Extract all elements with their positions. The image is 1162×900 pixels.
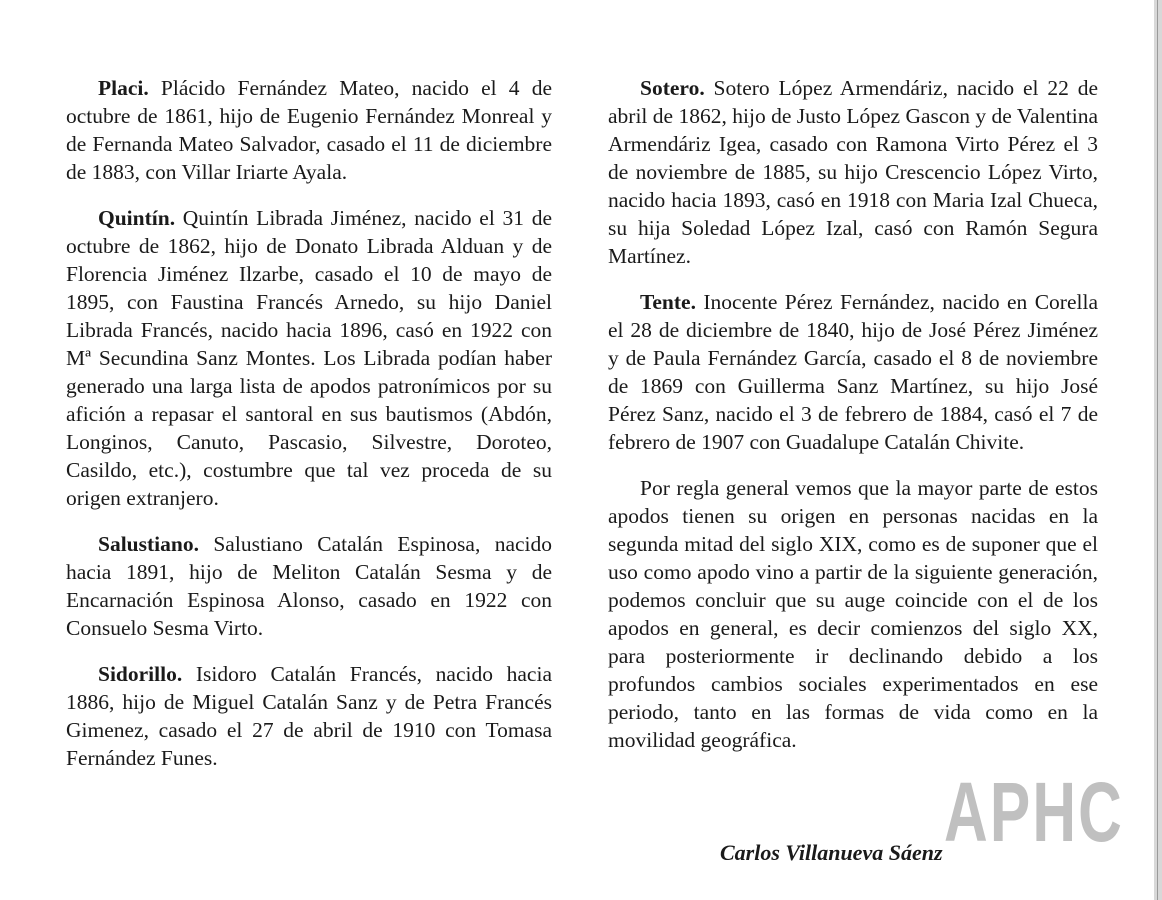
entry-sidorillo bbox=[66, 660, 552, 772]
watermark: APHC bbox=[944, 765, 1125, 859]
left-column bbox=[66, 74, 552, 790]
entry-tente bbox=[608, 288, 1098, 456]
entry-salustiano bbox=[66, 530, 552, 642]
page-edge bbox=[1154, 0, 1162, 900]
entry-text: Sotero López Armendáriz, nacido el 22 de abril de 1862, hijo de Justo López Gascon y de Valentina Armendáriz Igea, casado con Ramona Virto Pérez el 3 de noviembre de 1885, su hijo Crescencio López Virto, nacido hacia 1893, casó en 1918 con Maria Izal Chueca, su hija Soledad López Izal, casó con Ramón Segura Martínez. bbox=[608, 76, 1098, 268]
entry-lead: Quintín. bbox=[98, 206, 176, 230]
conclusion-paragraph bbox=[608, 474, 1098, 754]
right-column bbox=[608, 74, 1098, 772]
entry-lead: Salustiano. bbox=[98, 532, 199, 556]
entry-text: Isidoro Catalán Francés, nacido hacia 1886, hijo de Miguel Catalán Sanz y de Petra Francés Gimenez, casado el 27 de abril de 1910 con Tomasa Fernández Funes. bbox=[66, 662, 552, 770]
entry-text: Quintín Librada Jiménez, nacido el 31 de octubre de 1862, hijo de Donato Librada Alduan y de Florencia Jiménez Ilzarbe, casado el 10 de mayo de 1895, con Faustina Francés Arnedo, su hijo Daniel Librada Francés, nacido hacia 1896, casó en 1922 con Mª Secundina Sanz Montes. Los Librada podían haber generado una larga lista de apodos patronímicos por su afición a repasar el santoral en sus bautismos (Abdón, Longinos, Canuto, Pascasio, Silvestre, Doroteo, Casildo, etc.), costumbre que tal vez proceda de su origen extranjero. bbox=[66, 206, 552, 510]
conclusion-text: Por regla general vemos que la mayor parte de estos apodos tienen su origen en personas nacidas en la segunda mitad del siglo XIX, como es de suponer que el uso como apodo vino a partir de la siguiente generación, podemos concluir que su auge coincide con el de los apodos en general, es decir comienzos del siglo XX, para posteriormente ir declinando debido a los profundos cambios sociales experimentados en ese periodo, tanto en las formas de vida como en la movilidad geográfica. bbox=[608, 476, 1098, 752]
entry-lead: Sotero. bbox=[640, 76, 705, 100]
entry-lead: Sidorillo. bbox=[98, 662, 183, 686]
entry-quintin bbox=[66, 204, 552, 512]
entry-text: Inocente Pérez Fernández, nacido en Corella el 28 de diciembre de 1840, hijo de José Pérez Jiménez y de Paula Fernández García, casado el 8 de noviembre de 1869 con Guillerma Sanz Martínez, su hijo José Pérez Sanz, nacido el 3 de febrero de 1884, casó el 7 de febrero de 1907 con Guadalupe Catalán Chivite. bbox=[608, 290, 1098, 454]
page-edge-line bbox=[1157, 0, 1158, 900]
entry-text: Salustiano Catalán Espinosa, nacido hacia 1891, hijo de Meliton Catalán Sesma y de Encarnación Espinosa Alonso, casado en 1922 con Consuelo Sesma Virto. bbox=[66, 532, 552, 640]
entry-lead: Placi. bbox=[98, 76, 149, 100]
author-signature: Carlos Villanueva Sáenz bbox=[720, 840, 943, 865]
entry-placi bbox=[66, 74, 552, 186]
entry-text: Plácido Fernández Mateo, nacido el 4 de octubre de 1861, hijo de Eugenio Fernández Monreal y de Fernanda Mateo Salvador, casado el 11 de diciembre de 1883, con Villar Iriarte Ayala. bbox=[66, 76, 552, 184]
entry-sotero bbox=[608, 74, 1098, 270]
entry-lead: Tente. bbox=[640, 290, 696, 314]
